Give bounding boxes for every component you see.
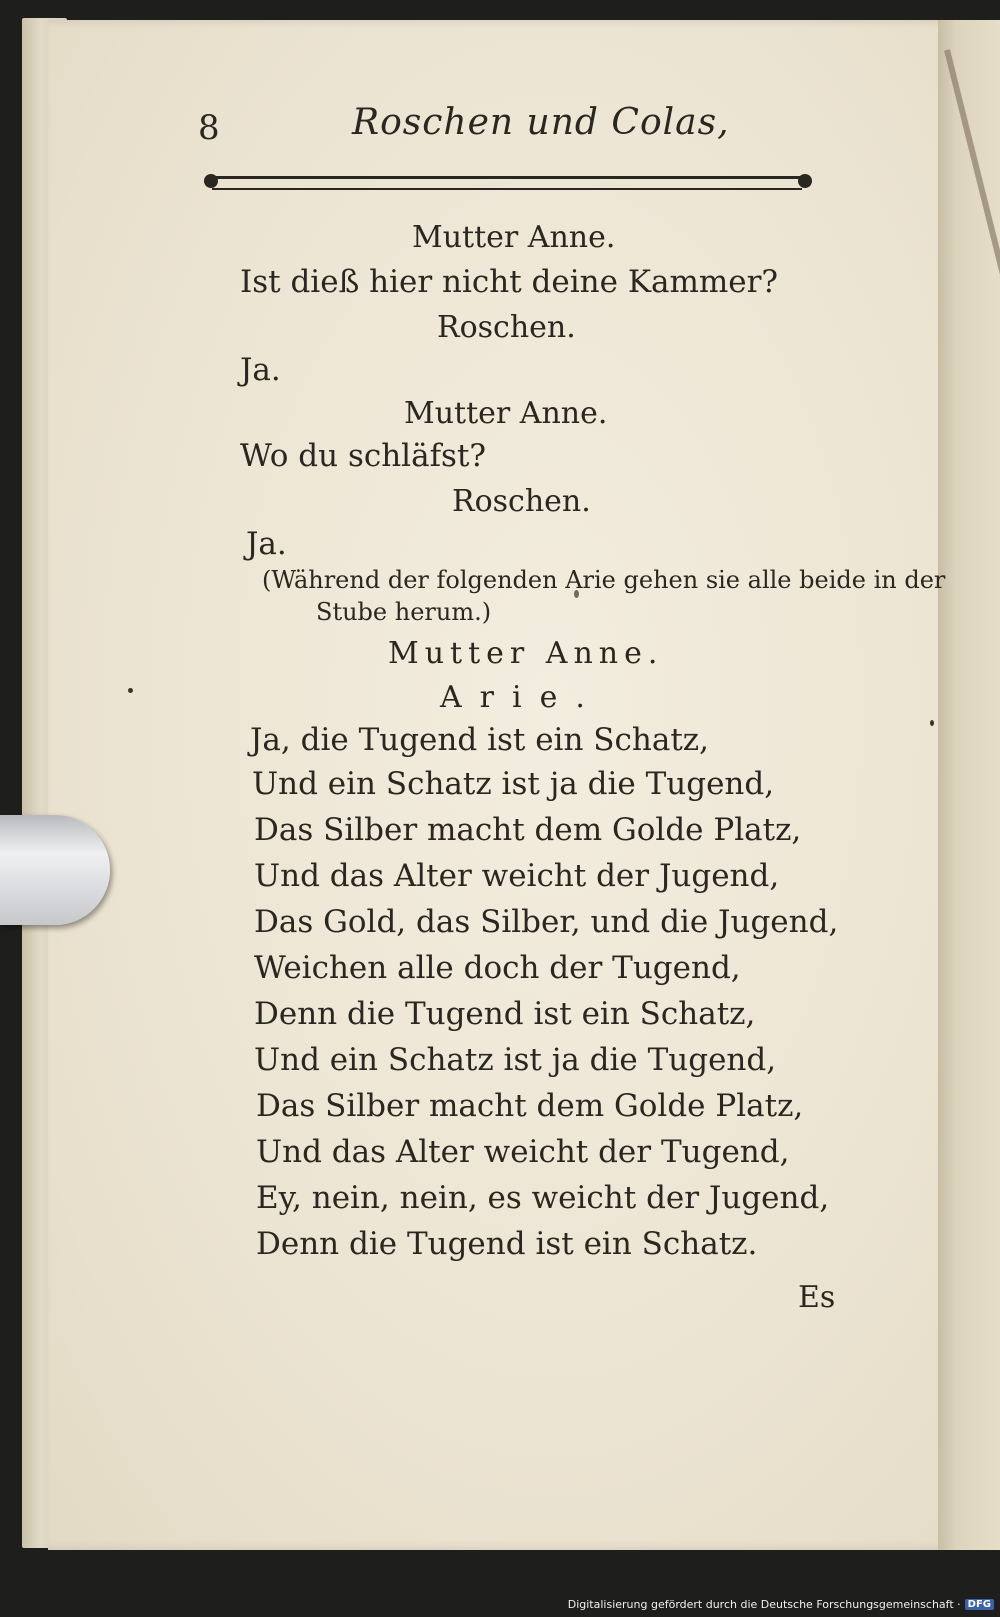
verse-line: Ja. [246, 526, 287, 562]
head-rule [212, 176, 802, 190]
verse-line: Ist dieß hier nicht deine Kammer? [240, 264, 779, 300]
dfg-logo: DFG [965, 1599, 994, 1610]
ink-speck [930, 720, 934, 726]
speaker-roschen: Roschen. [452, 484, 591, 519]
verse-line: Und das Alter weicht der Tugend, [256, 1134, 790, 1170]
page-clip [0, 815, 110, 925]
verse-line: Denn die Tugend ist ein Schatz. [256, 1226, 758, 1262]
page-number: 8 [198, 108, 220, 148]
verse-line: Und ein Schatz ist ja die Tugend, [254, 1042, 777, 1078]
speaker-mutter-anne: Mutter Anne. [412, 220, 616, 255]
running-head: Roschen und Colas, [352, 102, 730, 143]
aria-heading: Arie. [440, 680, 603, 715]
digitization-credit [568, 1595, 994, 1613]
speaker-mutter-anne: Mutter Anne. [388, 636, 664, 671]
catchword: Es [798, 1280, 836, 1315]
verse-line: Weichen alle doch der Tugend, [254, 950, 741, 986]
facing-page-edge [938, 20, 1000, 1550]
stage-direction: Stube herum.) [316, 598, 492, 626]
verse-line: Das Silber macht dem Golde Platz, [256, 1088, 804, 1124]
ink-speck [128, 688, 133, 693]
verse-line: Ey, nein, nein, es weicht der Jugend, [256, 1180, 830, 1216]
stage-direction: (Während der folgenden Arie gehen sie alle beide in der [262, 566, 946, 594]
speaker-mutter-anne: Mutter Anne. [404, 396, 608, 431]
verse-line: Das Gold, das Silber, und die Jugend, [254, 904, 839, 940]
verse-line: Und ein Schatz ist ja die Tugend, [252, 766, 775, 802]
rule-end-right [798, 174, 812, 188]
verse-line: Und das Alter weicht der Jugend, [254, 858, 780, 894]
credit-text: Digitalisierung gefördert durch die Deutsche Forschungsgemeinschaft · [567, 1597, 961, 1611]
verse-line: Ja, die Tugend ist ein Schatz, [250, 722, 709, 758]
verse-line: Das Silber macht dem Golde Platz, [254, 812, 802, 848]
verse-line: Denn die Tugend ist ein Schatz, [254, 996, 756, 1032]
verse-line: Wo du schläfst? [240, 438, 487, 474]
verse-line: Ja. [240, 352, 281, 388]
speaker-roschen: Roschen. [437, 310, 576, 345]
